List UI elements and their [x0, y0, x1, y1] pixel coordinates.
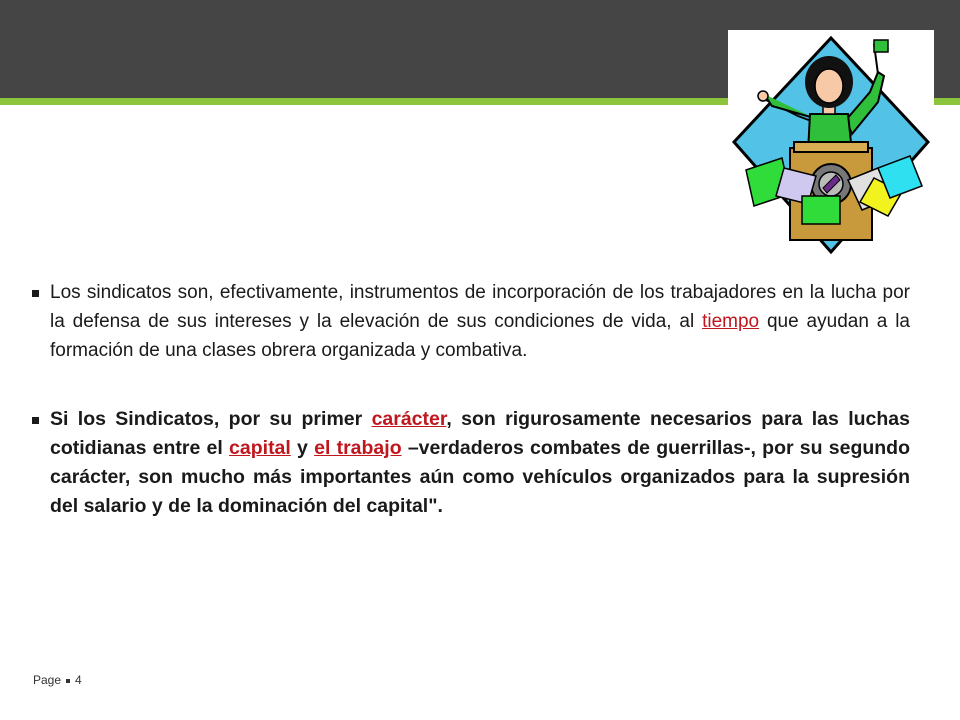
slide-content [30, 278, 910, 521]
link-el-trabajo[interactable]: el trabajo [314, 437, 402, 459]
bullet-marker [32, 417, 39, 424]
speaker-at-podium-icon [728, 30, 934, 258]
footer-separator [66, 679, 70, 683]
bullet-paragraph-1 [30, 278, 910, 365]
paragraph-2-text-a: Si los Sindicatos, por su primer [50, 408, 372, 430]
page-number: 4 [75, 673, 82, 687]
link-caracter[interactable]: carácter [371, 408, 447, 430]
paragraph-1-text-b: que ayudan a la formación de una clases obrera organizada y combativa. [50, 311, 910, 361]
page-footer [33, 673, 82, 687]
paragraph-1-text-a: Los sindicatos son, efectivamente, instrumentos de incorporación de los trabajadores en la lucha por la defensa de sus intereses y la elevación de sus condiciones de vida, al [50, 282, 910, 332]
link-capital[interactable]: capital [229, 437, 291, 459]
paragraph-2-text-d: –verdaderos combates de guerrillas-, por su segundo carácter, son mucho más importantes aún como vehículos organizados para la supresión del salario y de la dominación del capital". [50, 437, 910, 517]
speaker-clipart [728, 30, 934, 258]
bullet-paragraph-2 [30, 405, 910, 521]
paragraph-2-text-b: , son rigurosamente necesarios para las luchas cotidianas entre el [50, 408, 910, 459]
paragraph-2-text-c: y [290, 437, 315, 459]
bullet-marker [32, 290, 39, 297]
link-tiempo[interactable]: tiempo [702, 311, 760, 332]
page-label: Page [33, 673, 62, 687]
